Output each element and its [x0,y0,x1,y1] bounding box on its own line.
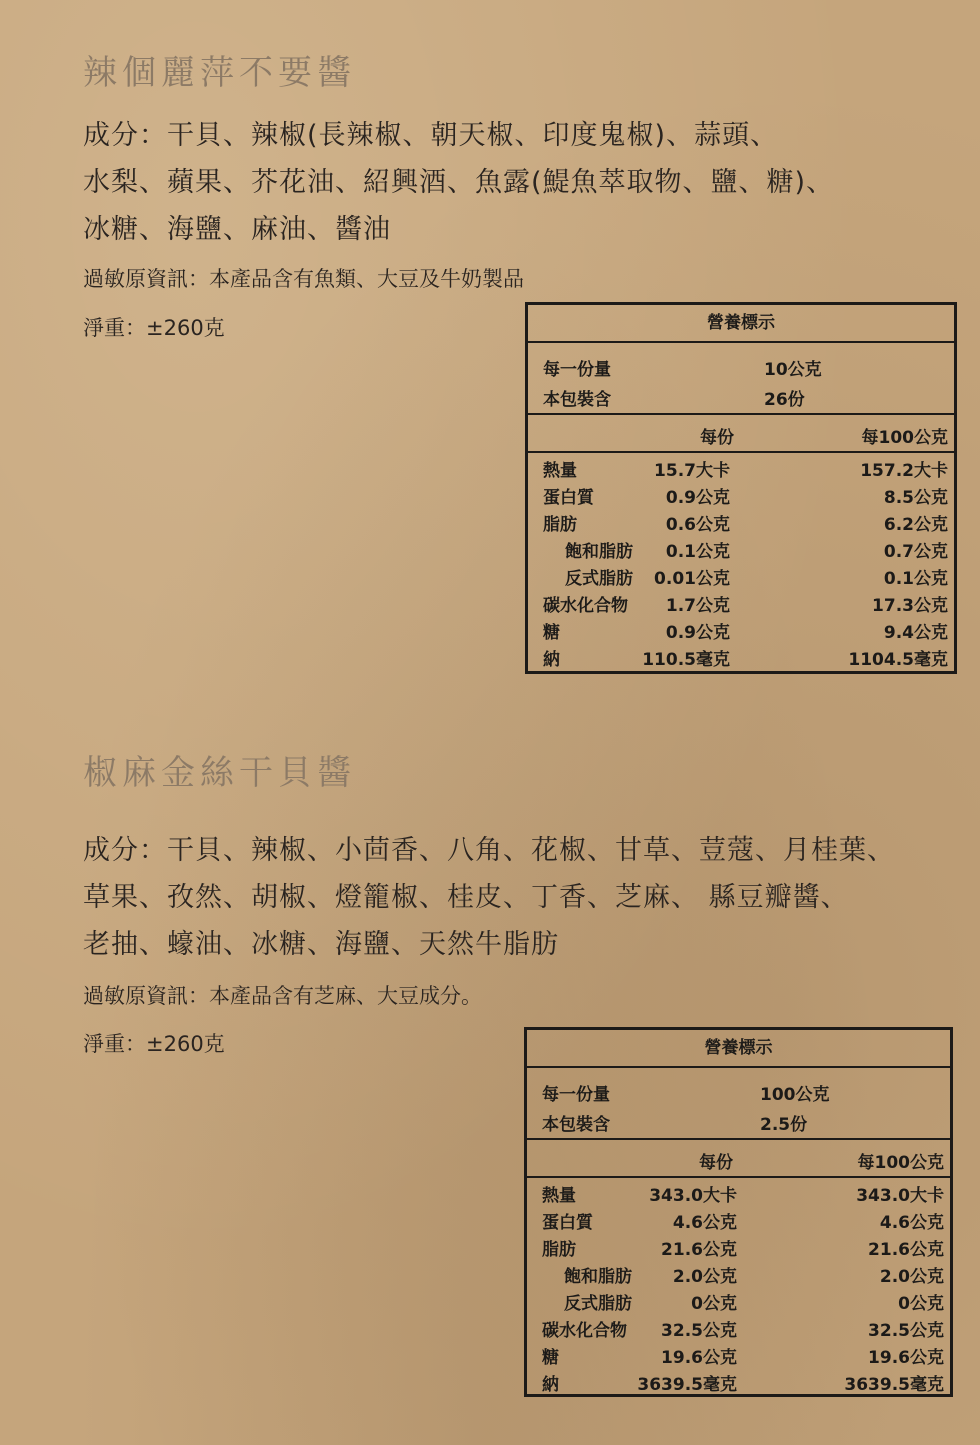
divider [528,451,954,453]
ingredients-line: 成分：干貝、辣椒(長辣椒、朝天椒、印度鬼椒)、蒜頭、 [83,120,779,151]
nutrient-100g: 17.3公克 [872,596,948,616]
pack-label: 本包裝含 [543,390,611,410]
nutrient-name: 蛋白質 [543,488,594,508]
nutrient-name: 蛋白質 [542,1213,593,1233]
nutrient-per: 15.7大卡 [654,461,730,481]
divider [527,1138,950,1140]
nutrition-table [525,302,957,674]
product-title: 椒麻金絲干貝醬 [83,753,356,793]
nutrient-100g: 4.6公克 [879,1213,944,1233]
nutrient-100g: 9.4公克 [883,623,948,643]
nutrition-heading: 營養標示 [527,1030,950,1068]
nutrient-100g: 0公克 [898,1294,944,1314]
product-title: 辣個麗萍不要醬 [83,53,356,93]
nutrient-name: 反式脂肪 [565,569,633,589]
nutrient-per: 2.0公克 [672,1267,737,1287]
net-weight: 淨重：±260克 [83,316,225,340]
nutrient-per: 32.5公克 [661,1321,737,1341]
col-per-serving: 每份 [699,1153,733,1173]
nutrient-100g: 6.2公克 [883,515,948,535]
col-per-serving: 每份 [700,428,734,448]
nutrient-per: 0.1公克 [665,542,730,562]
nutrient-100g: 21.6公克 [868,1240,944,1260]
ingredients-text [83,827,943,968]
nutrient-100g: 32.5公克 [868,1321,944,1341]
nutrient-name: 納 [542,1375,559,1395]
nutrient-per: 1.7公克 [665,596,730,616]
allergen-info: 過敏原資訊：本產品含有芝麻、大豆成分。 [83,984,482,1008]
nutrient-per: 110.5毫克 [642,650,730,670]
ingredients-line: 成分：干貝、辣椒、小茴香、八角、花椒、甘草、荳蔻、月桂葉、 [83,835,895,866]
nutrient-name: 脂肪 [543,515,577,535]
col-per-100g: 每100公克 [857,1153,944,1173]
nutrition-table [524,1027,953,1397]
nutrient-per: 0公克 [691,1294,737,1314]
nutrition-heading: 營養標示 [528,305,954,343]
ingredients-line: 老抽、蠔油、冰糖、海鹽、天然牛脂肪 [83,929,559,960]
pack-label: 本包裝含 [542,1115,610,1135]
nutrient-name: 碳水化合物 [543,596,628,616]
serving-value: 100公克 [760,1085,830,1105]
ingredients-line: 冰糖、海鹽、麻油、醬油 [83,214,391,245]
nutrient-per: 0.6公克 [665,515,730,535]
nutrient-100g: 157.2大卡 [860,461,948,481]
pack-value: 2.5份 [760,1115,808,1135]
nutrient-per: 3639.5毫克 [637,1375,737,1395]
nutrient-100g: 2.0公克 [879,1267,944,1287]
nutrient-100g: 1104.5毫克 [848,650,948,670]
serving-label: 每一份量 [543,360,611,380]
nutrient-per: 0.9公克 [665,488,730,508]
net-weight: 淨重：±260克 [83,1032,225,1056]
ingredients-line: 草果、孜然、胡椒、燈籠椒、桂皮、丁香、芝麻、 縣豆瓣醬、 [83,882,849,913]
serving-value: 10公克 [764,360,822,380]
nutrient-per: 19.6公克 [661,1348,737,1368]
nutrient-100g: 19.6公克 [868,1348,944,1368]
nutrient-100g: 3639.5毫克 [844,1375,944,1395]
divider [527,1176,950,1178]
col-per-100g: 每100公克 [861,428,948,448]
nutrient-name: 納 [543,650,560,670]
serving-label: 每一份量 [542,1085,610,1105]
nutrient-per: 343.0大卡 [649,1186,737,1206]
nutrient-name: 脂肪 [542,1240,576,1260]
nutrient-name: 熱量 [542,1186,576,1206]
nutrient-100g: 0.7公克 [883,542,948,562]
nutrient-name: 反式脂肪 [564,1294,632,1314]
divider [528,413,954,415]
pack-value: 26份 [764,390,805,410]
nutrient-per: 0.01公克 [654,569,730,589]
ingredients-line: 水梨、蘋果、芥花油、紹興酒、魚露(鯷魚萃取物、鹽、糖)、 [83,167,835,198]
nutrient-100g: 0.1公克 [883,569,948,589]
nutrient-100g: 343.0大卡 [856,1186,944,1206]
nutrient-per: 0.9公克 [665,623,730,643]
allergen-info: 過敏原資訊：本產品含有魚類、大豆及牛奶製品 [83,267,524,291]
nutrient-name: 糖 [542,1348,559,1368]
nutrient-name: 熱量 [543,461,577,481]
nutrient-100g: 8.5公克 [883,488,948,508]
nutrient-per: 21.6公克 [661,1240,737,1260]
nutrient-name: 糖 [543,623,560,643]
ingredients-text [83,112,943,253]
nutrient-name: 碳水化合物 [542,1321,627,1341]
nutrient-name: 飽和脂肪 [565,542,633,562]
nutrient-name: 飽和脂肪 [564,1267,632,1287]
nutrient-per: 4.6公克 [672,1213,737,1233]
